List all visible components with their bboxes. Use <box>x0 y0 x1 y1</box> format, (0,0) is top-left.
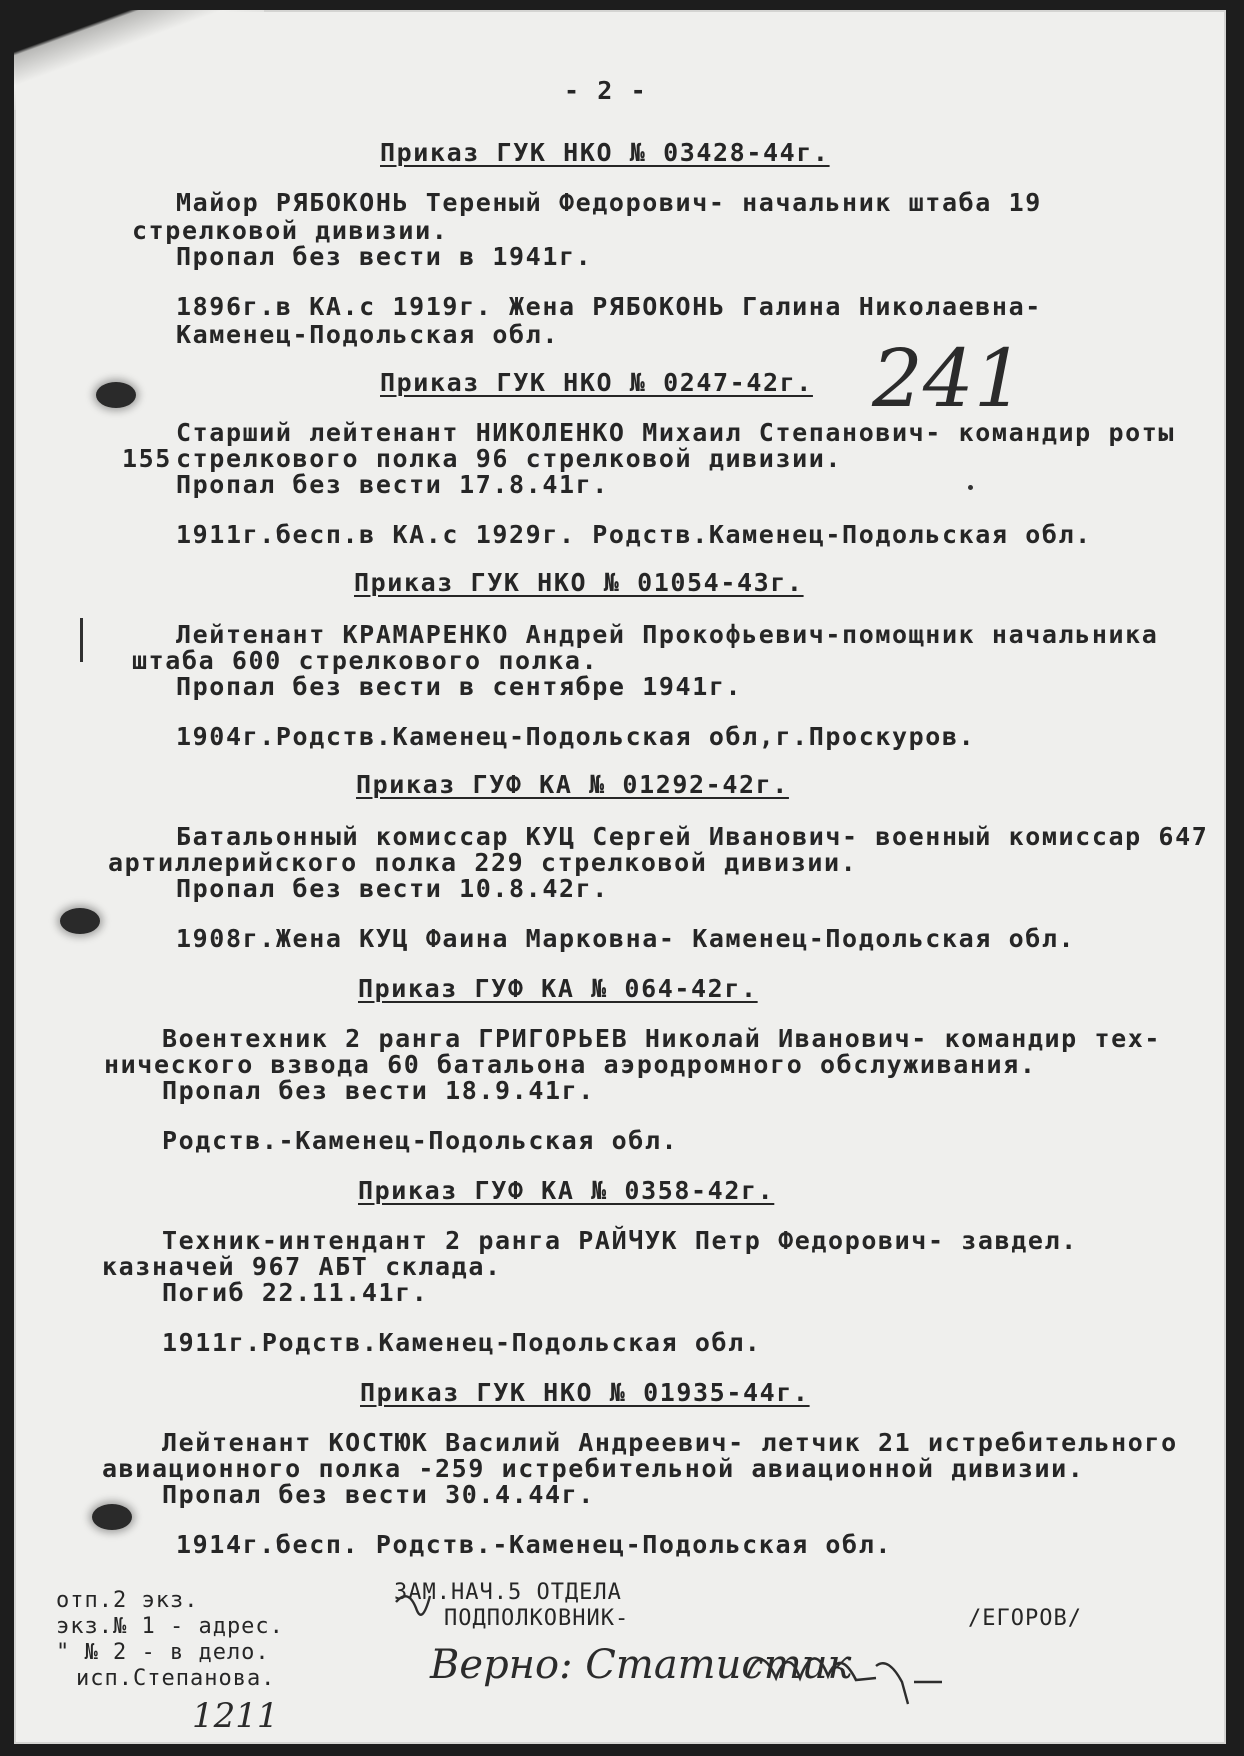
record-line: артиллерийского полка 229 стрелковой дивизии. <box>108 848 858 877</box>
record-line: казначей 967 АБТ склада. <box>102 1252 502 1281</box>
order-heading: Приказ ГУФ КА № 0358-42г. <box>358 1176 775 1205</box>
handwritten-number: 1211 <box>192 1696 279 1736</box>
folded-corner <box>14 10 264 110</box>
record-details: 1911г.бесп.в КА.с 1929г. Родств.Каменец-Подольская обл. <box>176 520 1092 549</box>
handwritten-signature <box>388 1586 948 1716</box>
distribution-line: исп.Степанова. <box>76 1666 276 1691</box>
record-line: Старший лейтенант НИКОЛЕНКО Михаил Степанович- командир роты <box>176 418 1176 447</box>
punch-hole-2 <box>60 908 100 934</box>
signatory-title: ЗАМ.НАЧ.5 ОТДЕЛА <box>394 1580 622 1605</box>
handwritten-archive-number: 241 <box>872 332 1025 425</box>
record-line: Пропал без вести в 1941г. <box>176 242 593 271</box>
record-details: 1904г.Родств.Каменец-Подольская обл,г.Проскуров. <box>176 722 976 751</box>
record-line: Пропал без вести 18.9.41г. <box>162 1076 595 1105</box>
page-number: - 2 - <box>564 76 648 105</box>
record-line: Лейтенант КОСТЮК Василий Андреевич- летчик 21 истребительного <box>162 1428 1178 1457</box>
record-line: Пропал без вести 10.8.42г. <box>176 874 609 903</box>
record-line: Лейтенант КРАМАРЕНКО Андрей Прокофьевич-помощник начальника <box>176 620 1159 649</box>
record-line: Воентехник 2 ранга ГРИГОРЬЕВ Николай Иванович- командир тех- <box>162 1024 1162 1053</box>
punch-hole-3 <box>92 1504 132 1530</box>
record-line: стрелковой дивизии. <box>132 216 449 245</box>
margin-mark <box>80 618 83 662</box>
record-details: Родств.-Каменец-Подольская обл. <box>162 1126 679 1155</box>
record-line: Майор РЯБОКОНЬ Тереный Федорович- начальник штаба 19 <box>176 188 1042 217</box>
record-line: нического взвода 60 батальона аэродромного обслуживания. <box>104 1050 1037 1079</box>
record-line: Погиб 22.11.41г. <box>162 1278 429 1307</box>
signatory-name: /ЕГОРОВ/ <box>968 1606 1082 1631</box>
order-heading: Приказ ГУК НКО № 03428-44г. <box>380 138 830 167</box>
record-line: Пропал без вести 17.8.41г. <box>176 470 609 499</box>
signatory-rank: ПОДПОЛКОВНИК- <box>444 1606 630 1631</box>
distribution-line: " № 2 - в дело. <box>56 1640 270 1665</box>
punch-hole-1 <box>96 382 136 408</box>
ink-dot <box>968 485 973 490</box>
distribution-line: отп.2 экз. <box>56 1588 199 1613</box>
record-details: 1911г.Родств.Каменец-Подольская обл. <box>162 1328 762 1357</box>
distribution-line: экз.№ 1 - адрес. <box>56 1614 284 1639</box>
record-line: Техник-интендант 2 ранга РАЙЧУК Петр Федорович- завдел. <box>162 1226 1078 1255</box>
record-line: Пропал без вести в сентябре 1941г. <box>176 672 743 701</box>
record-line: штаба 600 стрелкового полка. <box>132 646 599 675</box>
record-line: Батальонный комиссар КУЦ Сергей Иванович- военный комиссар 647 <box>176 822 1209 851</box>
record-details: 1908г.Жена КУЦ Фаина Марковна- Каменец-Подольская обл. <box>176 924 1076 953</box>
order-heading: Приказ ГУК НКО № 0247-42г. <box>380 368 813 397</box>
document-page <box>14 10 1226 1744</box>
margin-number: 155 <box>122 444 172 473</box>
record-details: 1914г.бесп. Родств.-Каменец-Подольская обл. <box>176 1530 893 1559</box>
handwritten-verification: Верно: Статистик <box>430 1642 852 1688</box>
record-details: 1896г.в КА.с 1919г. Жена РЯБОКОНЬ Галина Николаевна- <box>176 292 1042 321</box>
order-heading: Приказ ГУФ КА № 01292-42г. <box>356 770 789 799</box>
record-line: авиационного полка -259 истребительной авиационной дивизии. <box>102 1454 1085 1483</box>
record-line: стрелкового полка 96 стрелковой дивизии. <box>176 444 843 473</box>
record-details: Каменец-Подольская обл. <box>176 320 559 349</box>
record-line: Пропал без вести 30.4.44г. <box>162 1480 595 1509</box>
order-heading: Приказ ГУК НКО № 01054-43г. <box>354 568 804 597</box>
order-heading: Приказ ГУК НКО № 01935-44г. <box>360 1378 810 1407</box>
order-heading: Приказ ГУФ КА № 064-42г. <box>358 974 758 1003</box>
